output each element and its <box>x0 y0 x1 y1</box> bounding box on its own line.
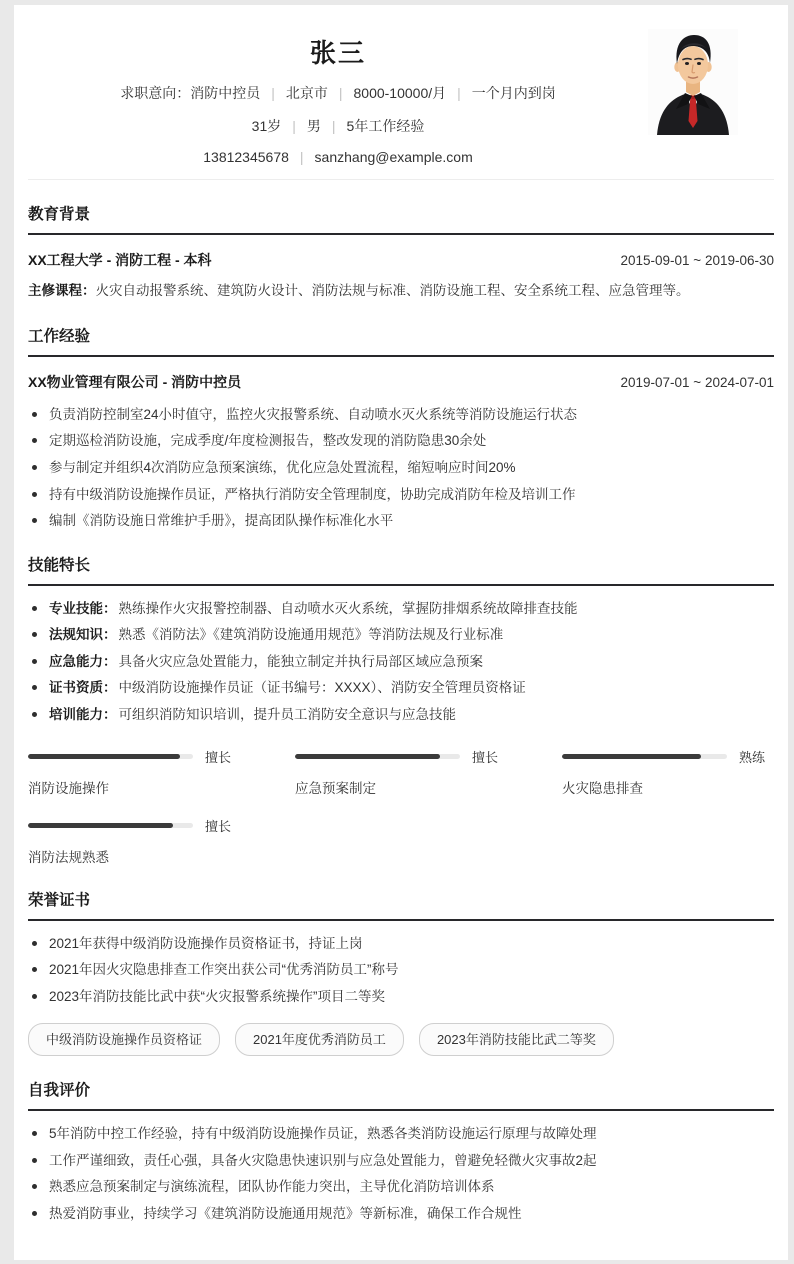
honor-bullet <box>28 987 774 1007</box>
skill-bar-fill <box>28 754 180 759</box>
skill-label: 法规知识： <box>49 627 117 643</box>
work-bullet-text: 参与制定并组织4次消防应急预案演练，优化应急处置流程，缩短响应时间20% <box>49 460 516 476</box>
skill-text: 具备火灾应急处置能力，能独立制定并执行局部区域应急预案 <box>118 653 483 669</box>
bullet-dot-icon <box>32 1211 37 1216</box>
section-title-skills: 技能特长 <box>28 553 774 586</box>
skill-bar-name: 消防设施操作 <box>28 780 109 796</box>
job-intent-item: 一个月内到岗 <box>471 85 556 101</box>
skill-bar-track <box>295 754 460 759</box>
education-courses <box>28 281 774 302</box>
work-bullet <box>28 485 774 505</box>
skill-bar-fill <box>295 754 440 759</box>
job-intent-label: 求职意向： <box>120 85 191 101</box>
skill-bar <box>28 747 240 797</box>
honor-bullet <box>28 934 774 954</box>
evaluation-bullet <box>28 1177 774 1197</box>
evaluation-bullet-text: 热爱消防事业，持续学习《建筑消防设施通用规范》等新标准，确保工作合规性 <box>49 1205 522 1221</box>
honor-bullet-text: 2023年消防技能比武中获“火灾报警系统操作”项目二等奖 <box>49 988 386 1004</box>
skill-bullet-text <box>49 625 503 645</box>
evaluation-bullet <box>28 1151 774 1171</box>
bullet-dot-icon <box>32 465 37 470</box>
bullet-dot-icon <box>32 659 37 664</box>
bullet-dot-icon <box>32 606 37 611</box>
resume-page <box>14 5 788 1260</box>
skill-bar <box>28 816 240 866</box>
education-school: XX工程大学 - 消防工程 - 本科 <box>28 252 212 268</box>
honor-bullet-text: 2021年获得中级消防设施操作员资格证书，持证上岗 <box>49 935 363 951</box>
bullet-dot-icon <box>32 438 37 443</box>
evaluation-bullet-text: 5年消防中控工作经验，持有中级消防设施操作员证，熟悉各类消防设施运行原理与故障处理 <box>49 1126 597 1142</box>
basic-info-item: 31岁 <box>251 118 282 134</box>
skill-bullet <box>28 652 774 672</box>
skills-bullet-list <box>28 599 774 725</box>
work-bullet <box>28 511 774 531</box>
skill-bar-level: 擅长 <box>472 749 499 765</box>
section-title-work: 工作经验 <box>28 324 774 357</box>
work-bullet-text: 持有中级消防设施操作员证，严格执行消防安全管理制度，协助完成消防年检及培训工作 <box>49 486 576 502</box>
skill-bar-fill <box>28 823 173 828</box>
skill-bar-track <box>28 754 193 759</box>
bullet-dot-icon <box>32 1131 37 1136</box>
honor-badge: 中级消防设施操作员资格证 <box>28 1023 220 1056</box>
skill-label: 证书资质： <box>49 680 117 696</box>
contact-item: 13812345678 <box>203 149 289 165</box>
skill-bar <box>295 747 507 797</box>
section-evaluation <box>28 1078 774 1223</box>
skill-bullet-text <box>49 599 578 619</box>
skill-bar-line <box>562 747 774 766</box>
skill-bullet-text <box>49 678 526 698</box>
job-intent-line <box>28 83 648 103</box>
skill-bullet-text <box>49 652 483 672</box>
work-bullet <box>28 431 774 451</box>
contact-item: sanzhang@example.com <box>314 149 473 165</box>
evaluation-bullet-list <box>28 1124 774 1223</box>
work-bullet-text: 编制《消防设施日常维护手册》，提高团队操作标准化水平 <box>49 513 394 529</box>
evaluation-bullet-text: 工作严谨细致，责任心强，具备火灾隐患快速识别与应急处置能力，曾避免轻微火灾事故2起 <box>49 1152 597 1168</box>
skill-bullet <box>28 678 774 698</box>
skill-bar-track <box>28 823 193 828</box>
skill-bar-name: 应急预案制定 <box>295 780 376 796</box>
skill-bar-line <box>28 816 240 835</box>
bullet-dot-icon <box>32 685 37 690</box>
job-intent-item: 8000-10000/月 <box>353 85 447 101</box>
bullet-dot-icon <box>32 712 37 717</box>
profile-photo <box>648 29 738 135</box>
section-title-evaluation: 自我评价 <box>28 1078 774 1111</box>
basic-info-line <box>28 116 648 136</box>
separator: | <box>299 149 304 165</box>
bullet-dot-icon <box>32 492 37 497</box>
skill-bullet <box>28 705 774 725</box>
evaluation-bullet <box>28 1204 774 1224</box>
section-education <box>28 202 774 302</box>
skill-bar-line <box>295 747 507 766</box>
skill-text: 可组织消防知识培训，提升员工消防安全意识与应急技能 <box>118 706 456 722</box>
bullet-dot-icon <box>32 518 37 523</box>
work-bullet-text: 负责消防控制室24小时值守，监控火灾报警系统、自动喷水灭火系统等消防设施运行状态 <box>49 406 578 422</box>
skill-text: 熟练操作火灾报警控制器、自动喷水灭火系统，掌握防排烟系统故障排查技能 <box>118 600 578 616</box>
honor-badge: 2023年消防技能比武二等奖 <box>419 1023 614 1056</box>
bullet-dot-icon <box>32 1158 37 1163</box>
bullet-dot-icon <box>32 412 37 417</box>
section-work <box>28 324 774 531</box>
work-entry <box>28 372 774 392</box>
section-honors <box>28 888 774 1057</box>
education-period: 2015-09-01 ~ 2019-06-30 <box>620 253 774 268</box>
skill-bar-fill <box>562 754 701 759</box>
skill-label: 应急能力： <box>49 653 117 669</box>
skill-bars-grid <box>28 747 774 866</box>
honor-badges <box>28 1023 774 1056</box>
skill-bar-level: 熟练 <box>739 749 766 765</box>
separator: | <box>457 85 461 101</box>
section-title-education: 教育背景 <box>28 202 774 235</box>
education-courses-text: 火灾自动报警系统、建筑防火设计、消防法规与标准、消防设施工程、安全系统工程、应急管理等。 <box>95 283 690 298</box>
bullet-dot-icon <box>32 967 37 972</box>
skill-bar-track <box>562 754 727 759</box>
header-text-block <box>28 29 648 165</box>
resume-header <box>28 29 774 165</box>
honor-bullet-text: 2021年因火灾隐患排查工作突出获公司“优秀消防员工”称号 <box>49 962 399 978</box>
work-period: 2019-07-01 ~ 2024-07-01 <box>620 374 774 390</box>
evaluation-bullet <box>28 1124 774 1144</box>
education-courses-label: 主修课程： <box>28 283 96 298</box>
bullet-dot-icon <box>32 632 37 637</box>
contact-line <box>28 149 648 165</box>
honors-bullet-list <box>28 934 774 1007</box>
work-bullet <box>28 458 774 478</box>
section-title-honors: 荣誉证书 <box>28 888 774 921</box>
basic-info-item: 5年工作经验 <box>346 118 425 134</box>
skill-label: 培训能力： <box>49 706 117 722</box>
man-portrait-illustration <box>648 29 738 135</box>
skill-text: 熟悉《消防法》《建筑消防设施通用规范》等消防法规及行业标准 <box>118 627 504 643</box>
skill-bar-level: 擅长 <box>205 818 232 834</box>
honor-bullet <box>28 960 774 980</box>
skill-bullet <box>28 625 774 645</box>
bullet-dot-icon <box>32 994 37 999</box>
section-skills <box>28 553 774 866</box>
skill-text: 中级消防设施操作员证（证书编号：XXXX）、消防安全管理员资格证 <box>118 680 526 696</box>
work-company: XX物业管理有限公司 - 消防中控员 <box>28 373 242 390</box>
separator: | <box>331 118 336 134</box>
work-bullet-text: 定期巡检消防设施，完成季度/年度检测报告，整改发现的消防隐患30余处 <box>49 433 487 449</box>
skill-bar-line <box>28 747 240 766</box>
header-divider <box>28 179 774 180</box>
bullet-dot-icon <box>32 1184 37 1189</box>
skill-bar-name: 消防法规熟悉 <box>28 849 109 865</box>
separator: | <box>338 85 343 101</box>
job-intent-items <box>190 85 556 101</box>
skill-bar <box>562 747 774 797</box>
honor-badge: 2021年度优秀消防员工 <box>235 1023 404 1056</box>
separator: | <box>271 85 275 101</box>
education-entry <box>28 250 774 270</box>
skill-bar-level: 擅长 <box>205 749 232 765</box>
bullet-dot-icon <box>32 941 37 946</box>
candidate-name: 张三 <box>309 38 366 68</box>
skill-bar-name: 火灾隐患排查 <box>562 780 643 796</box>
separator: | <box>292 118 296 134</box>
evaluation-bullet-text: 熟悉应急预案制定与演练流程，团队协作能力突出，主导优化消防培训体系 <box>49 1179 495 1195</box>
work-bullet <box>28 405 774 425</box>
skill-label: 专业技能： <box>49 600 117 616</box>
skill-bullet <box>28 599 774 619</box>
skill-bullet-text <box>49 705 456 725</box>
basic-info-item: 男 <box>306 118 321 134</box>
job-intent-item: 北京市 <box>285 85 328 101</box>
work-bullet-list <box>28 405 774 531</box>
job-intent-item: 消防中控员 <box>190 85 261 101</box>
